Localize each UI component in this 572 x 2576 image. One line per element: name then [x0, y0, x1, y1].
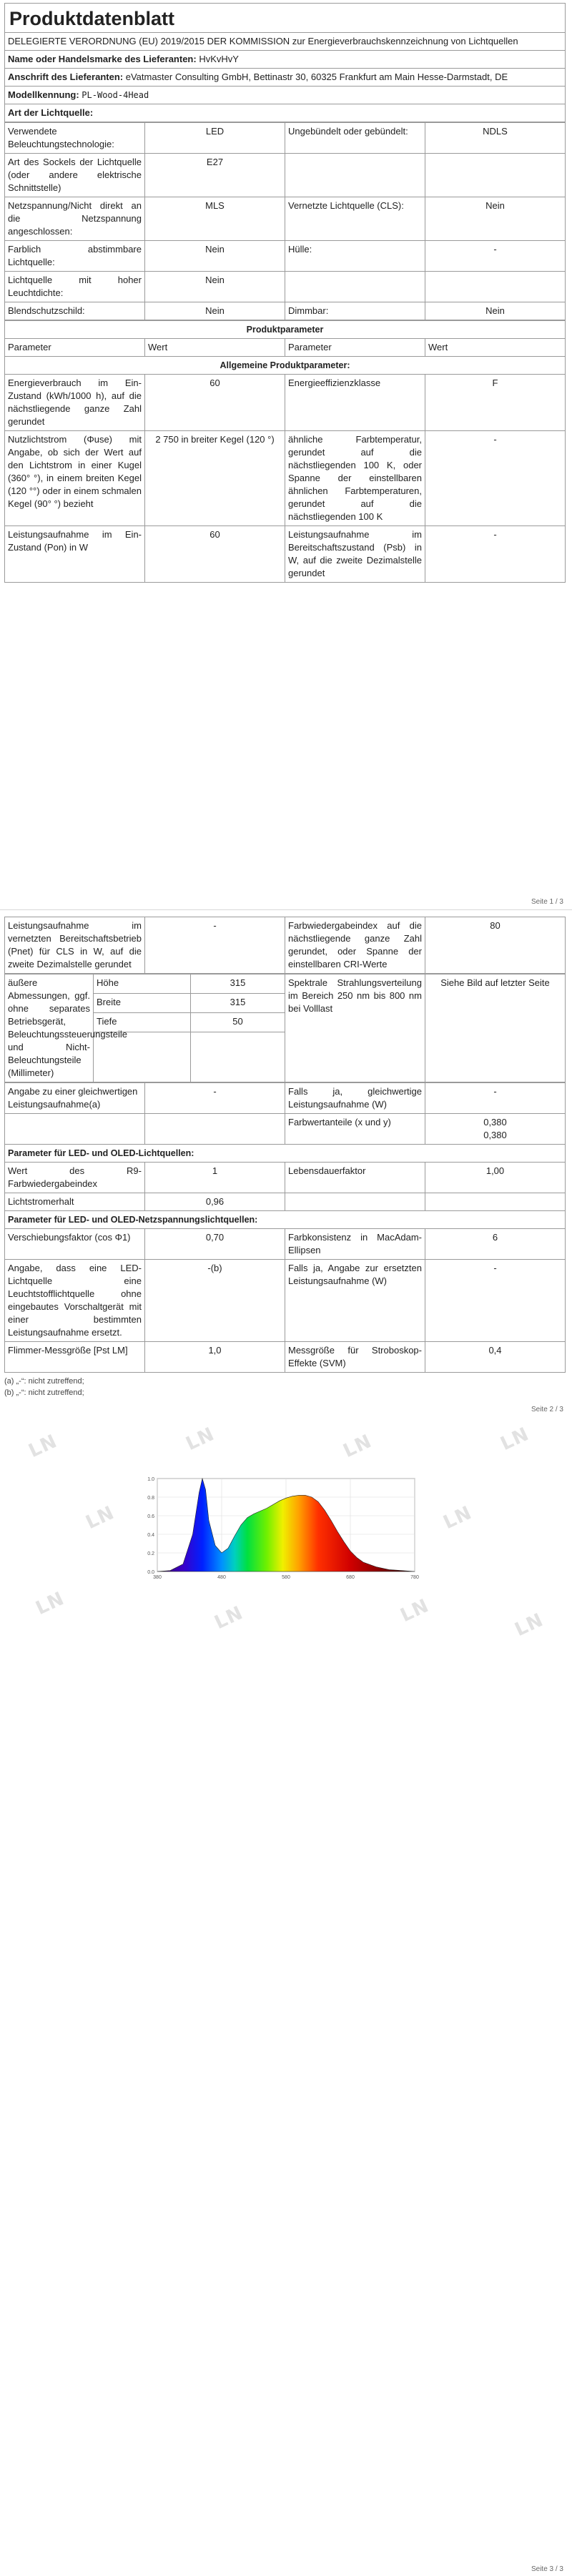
x-tick-label: 780: [410, 1575, 419, 1580]
supplier-name: HvKvHvY: [199, 54, 239, 64]
type-label2-5: Dimmbar:: [285, 302, 425, 320]
spectrum-chart: [129, 1471, 429, 1593]
gen-label2-2: Leistungsaufnahme im Bereitschaftszustand (Psb) in W, auf die zweite Dezimalstelle gerundet: [285, 526, 425, 583]
y-tick-label: 0.4: [147, 1533, 154, 1538]
type-label-1: Art des Sockels der Lichtquelle (oder andere elektrische Schnittstelle): [5, 154, 145, 197]
supplier-name-label: Name oder Handelsmarke des Lieferanten:: [8, 54, 197, 64]
mains-label2-2: Messgröße für Stroboskop-Effekte (SVM): [285, 1342, 425, 1373]
mains-row: [5, 1260, 566, 1342]
dim-value-2: 50: [191, 1013, 285, 1032]
blank-b: [145, 1114, 285, 1145]
page-number-3: Seite 3 / 3: [531, 2565, 563, 2573]
type-label2-4: [285, 272, 425, 302]
flux-value: 0,96: [145, 1193, 285, 1211]
mains-label-0: Verschiebungsfaktor (cos Φ1): [5, 1229, 145, 1260]
color-share-y: 0,380: [483, 1130, 507, 1140]
model-row: [5, 87, 566, 104]
mains-label-1: Angabe, dass eine LED-Lichtquelle eine Leuchtstofflichtquelle ohne eingebautes Vorschaltgerät mit einer bestimmten Leistungsaufnahme ersetzt.: [5, 1260, 145, 1342]
dim-value-1: 315: [191, 994, 285, 1013]
life-value: 1,00: [425, 1163, 566, 1193]
model-value: PL-Wood-4Head: [82, 90, 149, 100]
watermark-11: LN: [511, 1609, 547, 1642]
dim-name-1: Breite: [94, 994, 191, 1013]
mains-value2-0: 6: [425, 1229, 566, 1260]
y-tick-label: 0.0: [147, 1570, 154, 1575]
x-tick-label: 380: [153, 1575, 162, 1580]
x-tick-label: 680: [346, 1575, 355, 1580]
type-label2-2: Vernetzte Lichtquelle (CLS):: [285, 197, 425, 241]
page-number-1: Seite 1 / 3: [531, 898, 563, 906]
type-label2-3: Hülle:: [285, 241, 425, 272]
blank-d: [425, 1193, 566, 1211]
supplier-address-row: [5, 69, 566, 87]
watermark-8: LN: [32, 1587, 68, 1620]
col-value-1: Wert: [145, 339, 285, 357]
watermark-10: LN: [397, 1594, 433, 1627]
type-value2-1: [425, 154, 566, 197]
r9-label: Wert des R9-Farbwiedergabeindex: [5, 1163, 145, 1193]
type-row: [5, 241, 566, 272]
type-label-2: Netzspannung/Nicht direkt an die Netzspannung angeschlossen:: [5, 197, 145, 241]
equiv-value: -: [145, 1083, 285, 1114]
mains-label2-1: Falls ja, Angabe zur ersetzten Leistungsaufnahme (W): [285, 1260, 425, 1342]
gen-row: [5, 526, 566, 583]
mains-value2-1: -: [425, 1260, 566, 1342]
mains-label-2: Flimmer-Messgröße [Pst LM]: [5, 1342, 145, 1373]
mains-row: [5, 1229, 566, 1260]
dim-value-0: 315: [191, 974, 285, 994]
gen-value2-0: F: [425, 375, 566, 431]
gen-label-1: Nutzlichtstrom (Φuse) mit Angabe, ob sich der Wert auf den Lichtstrom in einer Kugel (360° °), in einem breiten Kegel (120 °°) oder in einem schmalen Kegel (90° °) bezieht: [5, 431, 145, 526]
type-value2-5: Nein: [425, 302, 566, 320]
mains-value-2: 1,0: [145, 1342, 285, 1373]
led-title: Parameter für LED- und OLED-Lichtquellen:: [5, 1145, 566, 1163]
p2-row: [5, 917, 566, 974]
watermark-9: LN: [211, 1602, 247, 1634]
mains-value-0: 0,70: [145, 1229, 285, 1260]
color-share-label: Farbwertanteile (x und y): [285, 1114, 425, 1145]
color-share-values: [425, 1114, 566, 1145]
gen-value-2: 60: [145, 526, 285, 583]
watermark-2: LN: [182, 1423, 218, 1456]
footnote-a: (a) „-“: nicht zutreffend;: [4, 1377, 84, 1386]
type-row: [5, 302, 566, 320]
supplier-address-label: Anschrift des Lieferanten:: [8, 71, 124, 82]
page-3-chart: [0, 1400, 572, 1714]
type-value-1: E27: [145, 154, 285, 197]
dims-table: [4, 974, 566, 1082]
gen-value2-2: -: [425, 526, 566, 583]
p2-value2-0: 80: [425, 917, 566, 974]
mains-label2-0: Farbkonsistenz in MacAdam-Ellipsen: [285, 1229, 425, 1260]
page-number-2: Seite 2 / 3: [531, 1406, 563, 1413]
footnote-b: (b) „-“: nicht zutreffend;: [4, 1388, 84, 1397]
mains-value-1: -(b): [145, 1260, 285, 1342]
y-tick-label: 0.6: [147, 1514, 154, 1519]
p2-table: [4, 917, 566, 974]
r9-value: 1: [145, 1163, 285, 1193]
type-label2-0: Ungebündelt oder gebündelt:: [285, 123, 425, 154]
type-value-2: MLS: [145, 197, 285, 241]
watermark-5: LN: [82, 1501, 118, 1534]
equiv-if-value: -: [425, 1083, 566, 1114]
watermark-4: LN: [497, 1423, 533, 1456]
col-param-2: Parameter: [285, 339, 425, 357]
gen-label2-0: Energieeffizienzklasse: [285, 375, 425, 431]
regulation-text: DELEGIERTE VERORDNUNG (EU) 2019/2015 DER KOMMISSION zur Energieverbrauchskennzeichnung von Lichtquellen: [5, 33, 566, 51]
type-label-5: Blendschutzschild:: [5, 302, 145, 320]
equiv-if-label: Falls ja, gleichwertige Leistungsaufnahme (W): [285, 1083, 425, 1114]
gen-value-0: 60: [145, 375, 285, 431]
type-row: [5, 197, 566, 241]
type-value2-0: NDLS: [425, 123, 566, 154]
type-value-0: LED: [145, 123, 285, 154]
mains-title: Parameter für LED- und OLED-Netzspannungslichtquellen:: [5, 1211, 566, 1229]
blank-c: [285, 1193, 425, 1211]
p2-label-0: Leistungsaufnahme im vernetzten Bereitschaftsbetrieb (Pnet) für CLS in W, auf die zweite Dezimalstelle gerundet: [5, 917, 145, 974]
gen-label-2: Leistungsaufnahme im Ein-Zustand (Pon) in W: [5, 526, 145, 583]
dim-name-0: Höhe: [94, 974, 191, 994]
col-param-1: Parameter: [5, 339, 145, 357]
gen-row: [5, 431, 566, 526]
type-label-3: Farblich abstimmbare Lichtquelle:: [5, 241, 145, 272]
x-tick-label: 480: [217, 1575, 226, 1580]
dim-name-2: Tiefe: [94, 1013, 191, 1032]
type-table: [4, 122, 566, 320]
equiv-label: Angabe zu einer gleichwertigen Leistungsaufnahme(a): [5, 1083, 145, 1114]
product-params-table: [4, 320, 566, 583]
header-table: [4, 3, 566, 122]
general-params-title: Allgemeine Produktparameter:: [5, 357, 566, 375]
type-value2-3: -: [425, 241, 566, 272]
type-row: [5, 272, 566, 302]
life-label: Lebensdauerfaktor: [285, 1163, 425, 1193]
dims-blank: [94, 1032, 191, 1082]
color-share-x: 0,380: [483, 1117, 507, 1127]
type-label-0: Verwendete Beleuchtungstechnologie:: [5, 123, 145, 154]
model-label: Modellkennung:: [8, 89, 79, 100]
type-value-4: Nein: [145, 272, 285, 302]
type-value-5: Nein: [145, 302, 285, 320]
type-label2-1: [285, 154, 425, 197]
page-1: [0, 0, 572, 909]
page-divider: [0, 909, 572, 910]
gen-label2-1: ähnliche Farbtemperatur, gerundet auf die nächstliegenden 100 K, oder Spanne der einstellbaren ähnlichen Farbtemperaturen, gerundet auf die nächstliegenden 100 K: [285, 431, 425, 526]
type-label-4: Lichtquelle mit hoher Leuchtdichte:: [5, 272, 145, 302]
type-row: [5, 154, 566, 197]
gen-label-0: Energieverbrauch im Ein-Zustand (kWh/1000 h), auf die nächstliegende ganze Zahl gerundet: [5, 375, 145, 431]
type-section-title: Art der Lichtquelle:: [5, 104, 566, 122]
flux-label: Lichtstromerhalt: [5, 1193, 145, 1211]
supplier-name-row: [5, 51, 566, 69]
gen-value-1: 2 750 in breiter Kegel (120 °): [145, 431, 285, 526]
p2-label2-0: Farbwiedergabeindex auf die nächstliegende ganze Zahl gerundet, oder Spanne der einstellbaren CRI-Werte: [285, 917, 425, 974]
gen-row: [5, 375, 566, 431]
y-tick-label: 0.8: [147, 1496, 154, 1501]
watermark-1: LN: [25, 1430, 61, 1463]
mains-value2-2: 0,4: [425, 1342, 566, 1373]
watermark-3: LN: [340, 1430, 375, 1463]
p2-value-0: -: [145, 917, 285, 974]
y-tick-label: 1.0: [147, 1477, 154, 1482]
type-value-3: Nein: [145, 241, 285, 272]
dims-label: äußere Abmessungen, ggf. ohne separates Betriebsgerät, Beleuchtungssteuerungsteile und Nicht-Beleuchtungsteile (Millimeter): [5, 974, 94, 1082]
dims-blank-2: [191, 1032, 285, 1082]
page-2: [0, 911, 572, 1397]
type-value2-4: [425, 272, 566, 302]
equiv-table: [4, 1082, 566, 1373]
spectral-label: Spektrale Strahlungsverteilung im Bereich 250 nm bis 800 nm bei Volllast: [285, 974, 425, 1082]
spectral-value: Siehe Bild auf letzter Seite: [425, 974, 566, 1082]
y-tick-label: 0.2: [147, 1551, 154, 1556]
product-params-title: Produktparameter: [5, 321, 566, 339]
blank-a: [5, 1114, 145, 1145]
watermark-7: LN: [440, 1501, 475, 1534]
type-row: [5, 123, 566, 154]
supplier-address: eVatmaster Consulting GmbH, Bettinastr 30, 60325 Frankfurt am Main Hesse-Darmstadt, DE: [125, 71, 508, 82]
type-value2-2: Nein: [425, 197, 566, 241]
gen-value2-1: -: [425, 431, 566, 526]
page-title: Produktdatenblatt: [5, 4, 566, 33]
x-tick-label: 580: [282, 1575, 290, 1580]
mains-row: [5, 1342, 566, 1373]
col-value-2: Wert: [425, 339, 566, 357]
